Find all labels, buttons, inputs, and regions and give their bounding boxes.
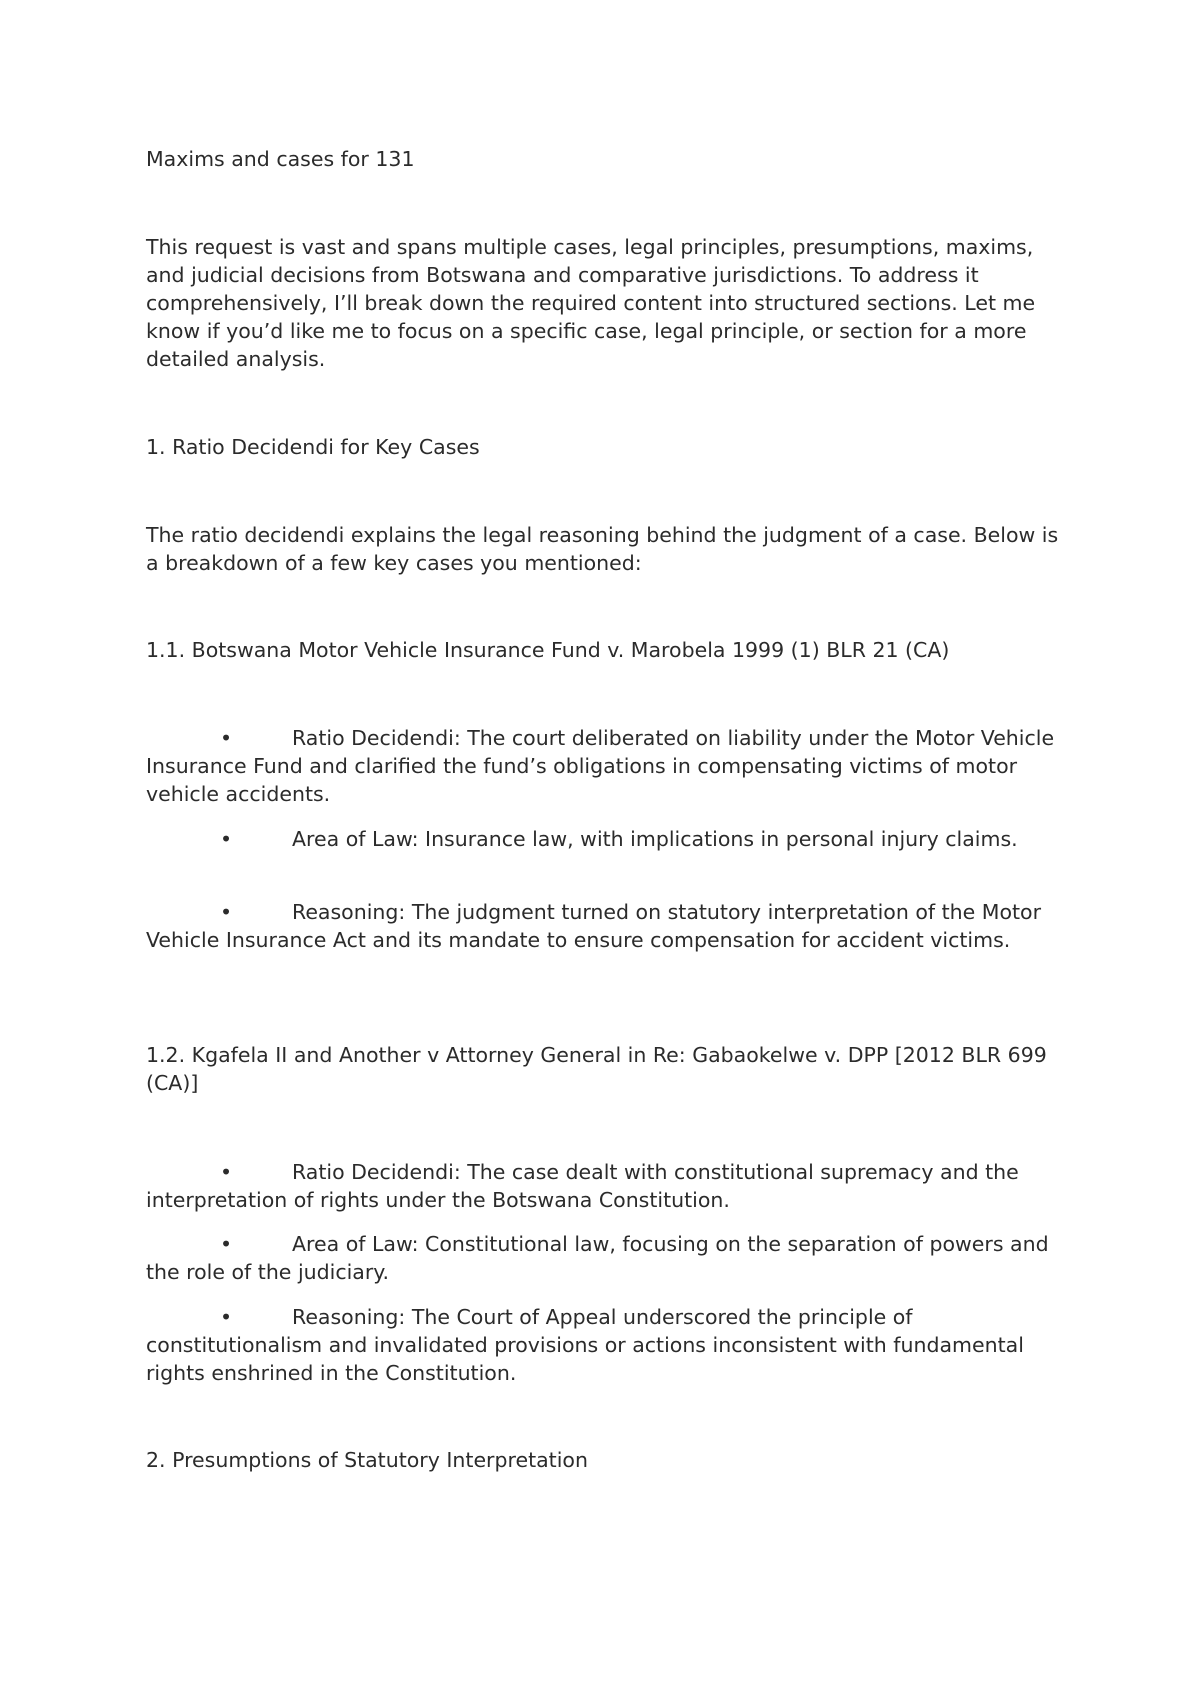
bullet-marker: • — [220, 1232, 233, 1256]
case-2-bullet-reasoning — [146, 1303, 1066, 1387]
document-title: Maxims and cases for 131 — [146, 147, 415, 171]
section-2-heading: 2. Presumptions of Statutory Interpretation — [146, 1448, 588, 1472]
section-1-intro: The ratio decidendi explains the legal reasoning behind the judgment of a case. Below is a breakdown of a few key cases you mentioned: — [146, 523, 1059, 575]
bullet-marker: • — [220, 1305, 233, 1329]
bullet-text: Ratio Decidendi: The case dealt with constitutional supremacy and the interpretation of rights under the Botswana Constitution. — [146, 1160, 1019, 1212]
bullet-text: Ratio Decidendi: The court deliberated on liability under the Motor Vehicle Insurance Fund and clarified the fund’s obligations in compensating victims of motor vehicle accidents. — [146, 726, 1055, 806]
case-2-bullet-ratio — [146, 1158, 1066, 1214]
case-1-bullet-ratio — [146, 724, 1066, 808]
case-2-heading: 1.2. Kgafela II and Another v Attorney General in Re: Gabaokelwe v. DPP [2012 BLR 699 (CA)] — [146, 1043, 1047, 1095]
bullet-text: Reasoning: The judgment turned on statutory interpretation of the Motor Vehicle Insurance Act and its mandate to ensure compensation for accident victims. — [146, 900, 1042, 952]
bullet-marker: • — [220, 1160, 233, 1184]
case-1-bullet-reasoning — [146, 898, 1066, 954]
bullet-text: Area of Law: Constitutional law, focusing on the separation of powers and the role of the judiciary. — [146, 1232, 1049, 1284]
case-1-heading: 1.1. Botswana Motor Vehicle Insurance Fund v. Marobela 1999 (1) BLR 21 (CA) — [146, 638, 950, 662]
bullet-marker: • — [220, 726, 233, 750]
case-2-bullet-area — [146, 1230, 1066, 1286]
bullet-marker: • — [220, 827, 233, 851]
intro-paragraph: This request is vast and spans multiple cases, legal principles, presumptions, maxims, and judicial decisions from Botswana and comparative jurisdictions. To address it comprehensively, I’ll break down the required content into structured sections. Let me know if you’d like me to focus on a specific case, legal principle, or section for a more detailed analysis. — [146, 235, 1036, 371]
bullet-marker: • — [220, 900, 233, 924]
bullet-text: Reasoning: The Court of Appeal underscored the principle of constitutionalism and invalidated provisions or actions inconsistent with fundamental rights enshrined in the Constitution. — [146, 1305, 1024, 1385]
bullet-text: Area of Law: Insurance law, with implications in personal injury claims. — [292, 827, 1018, 851]
section-1-heading: 1. Ratio Decidendi for Key Cases — [146, 435, 480, 459]
case-1-bullet-area — [146, 825, 1066, 853]
